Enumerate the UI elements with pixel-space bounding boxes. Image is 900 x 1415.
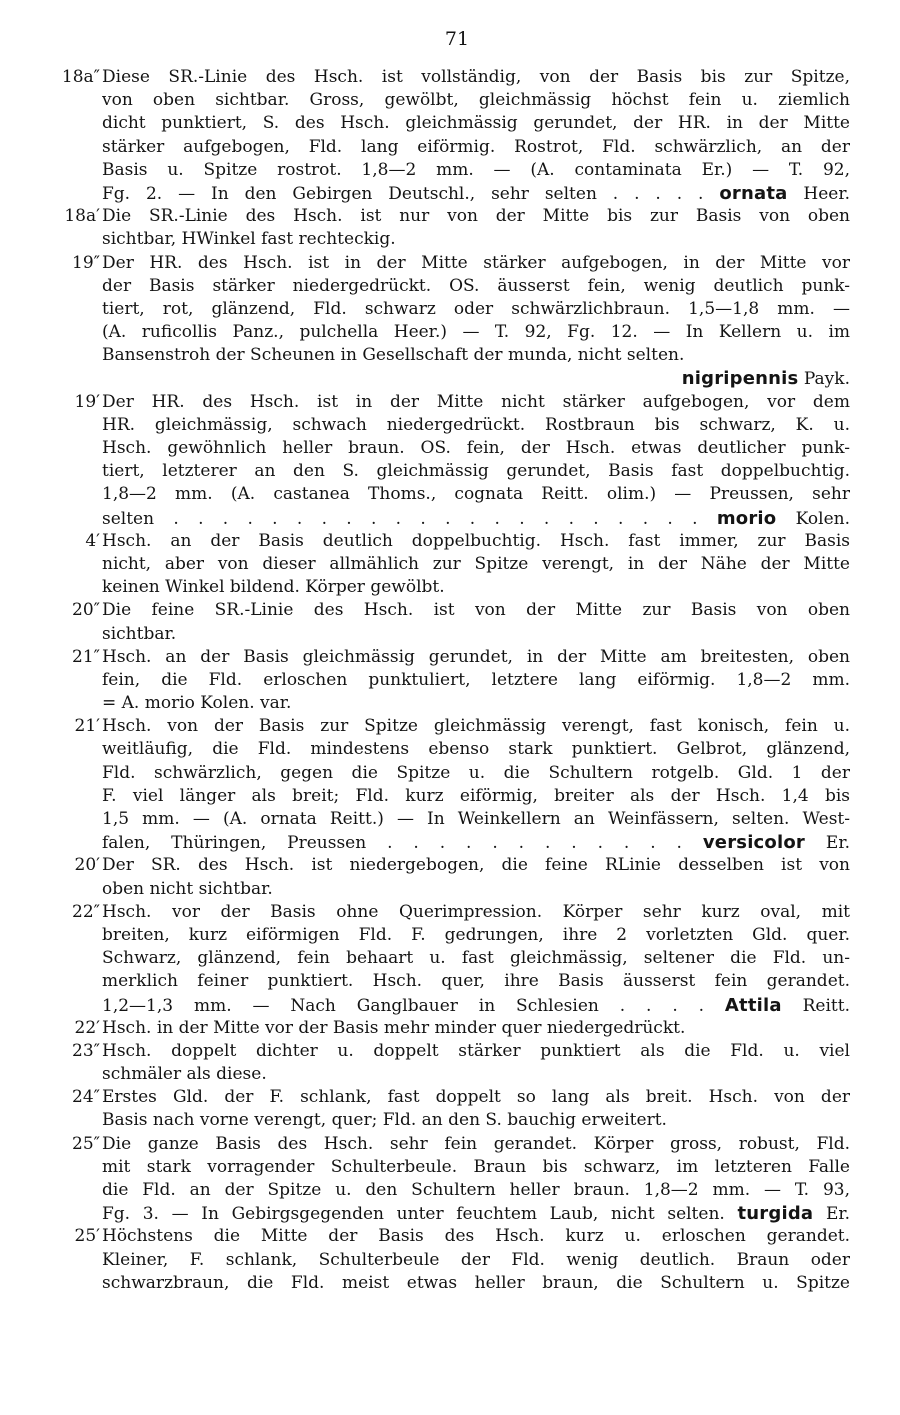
line-text: Der SR. des Hsch. ist niedergebogen, die feine RLinie desselben ist von xyxy=(102,855,850,876)
entry-number: 22″ xyxy=(72,901,100,922)
line-text: Fld. schwärzlich, gegen die Spitze u. die Schultern rotgelb. Gld. 1 der xyxy=(102,762,850,783)
entry-number: 25′ xyxy=(74,1226,100,1247)
key-entries xyxy=(50,66,850,1295)
text-line xyxy=(102,1040,850,1063)
key-entry xyxy=(50,854,850,900)
text-line xyxy=(102,344,850,367)
line-text: 1,8—2 mm. (A. castanea Thoms., cognata Reitt. olim.) — Preussen, sehr xyxy=(102,484,850,505)
text-line xyxy=(102,391,850,414)
species-name: nigripennis xyxy=(681,368,799,390)
line-text: tiert, rot, glänzend, Fld. schwarz oder schwärzlichbraun. 1,5—1,8 mm. — xyxy=(102,298,850,319)
page-number: 71 xyxy=(444,28,470,50)
line-text: Hsch. von der Basis zur Spitze gleichmässig verengt, fast konisch, fein u. xyxy=(102,716,850,737)
line-text: Die ganze Basis des Hsch. sehr fein gerandet. Körper gross, robust, Fld. xyxy=(102,1133,850,1154)
species-author: Reitt. xyxy=(781,995,850,1016)
text-line xyxy=(102,321,850,344)
line-text: oben nicht sichtbar. xyxy=(102,878,273,899)
text-line xyxy=(102,530,850,553)
text-line xyxy=(102,1179,850,1202)
species-author: Heer. xyxy=(787,183,850,204)
line-text: Diese SR.-Linie des Hsch. ist vollständig, von der Basis bis zur Spitze, xyxy=(102,67,850,87)
text-line xyxy=(102,1109,850,1132)
text-line xyxy=(102,878,850,901)
text-line xyxy=(102,599,850,622)
species-author: Er. xyxy=(805,833,850,854)
species-author: Payk. xyxy=(798,369,850,390)
species-author: Kolen. xyxy=(776,508,850,529)
text-line xyxy=(102,576,850,599)
entry-number: 18a′ xyxy=(64,206,100,227)
entry-number: 22′ xyxy=(74,1017,100,1038)
text-line xyxy=(102,66,850,89)
text-line xyxy=(102,924,850,947)
text-line xyxy=(102,646,850,669)
species-name: turgida xyxy=(737,1203,814,1225)
line-text: Basis nach vorne verengt, quer; Fld. an den S. bauchig erweitert. xyxy=(102,1110,667,1131)
text-line xyxy=(102,437,850,460)
line-text: schmäler als diese. xyxy=(102,1064,267,1085)
line-text: Der HR. des Hsch. ist in der Mitte stärker aufgebogen, in der Mitte vor xyxy=(102,252,850,273)
text-line xyxy=(102,1063,850,1086)
line-text: = A. morio Kolen. var. xyxy=(102,693,292,714)
key-entry xyxy=(50,1133,850,1226)
line-text: mit stark vorragender Schulterbeule. Braun bis schwarz, im letzteren Falle xyxy=(102,1156,850,1177)
line-text: (A. ruficollis Panz., pulchella Heer.) — T. 92, Fg. 12. — In Kellern u. im xyxy=(102,322,850,343)
text-line xyxy=(102,89,850,112)
text-line xyxy=(102,994,850,1017)
line-text: Höchstens die Mitte der Basis des Hsch. kurz u. erloschen gerandet. xyxy=(102,1226,850,1247)
key-entry xyxy=(50,66,850,205)
text-line xyxy=(102,483,850,506)
line-text: HR. gleichmässig, schwach niedergedrückt. Rostbraun bis schwarz, K. u. xyxy=(102,414,850,435)
entry-number: 20″ xyxy=(72,600,100,621)
text-line xyxy=(102,159,850,182)
text-line xyxy=(102,808,850,831)
line-text: Basis u. Spitze rostrot. 1,8—2 mm. — (A. contaminata Er.) — T. 92, xyxy=(102,159,850,180)
line-text: Fg. 3. — In Gebirgsgegenden unter feuchtem Laub, nicht selten. xyxy=(102,1204,725,1225)
line-text: breiten, kurz eiförmigen Fld. F. gedrungen, ihre 2 vorletzten Gld. quer. xyxy=(102,924,850,945)
key-entry xyxy=(50,901,850,1017)
text-line xyxy=(102,738,850,761)
text-line xyxy=(102,460,850,483)
text-line xyxy=(102,831,850,854)
entry-number: 19′ xyxy=(74,391,100,412)
text-line xyxy=(102,1202,850,1225)
entry-number: 4′ xyxy=(85,530,100,551)
line-text: Die feine SR.-Linie des Hsch. ist von der Mitte zur Basis von oben xyxy=(102,600,850,621)
line-text: schwarzbraun, die Fld. meist etwas heller braun, die Schultern u. Spitze xyxy=(102,1272,850,1293)
line-text: Kleiner, F. schlank, Schulterbeule der Fld. wenig deutlich. Braun oder xyxy=(102,1249,850,1270)
entry-number: 20′ xyxy=(74,855,100,876)
species-name: Attila xyxy=(724,994,782,1016)
line-text: Hsch. an der Basis gleichmässig gerundet, in der Mitte am breitesten, oben xyxy=(102,646,850,667)
line-text: Fg. 2. — In den Gebirgen Deutschl., sehr selten . . . . . xyxy=(102,183,704,204)
line-text: Hsch. vor der Basis ohne Querimpression. Körper sehr kurz oval, mit xyxy=(102,901,850,922)
text-line xyxy=(102,112,850,135)
key-entry xyxy=(50,1017,850,1040)
line-text: der Basis stärker niedergedrückt. OS. äusserst fein, wenig deutlich punk- xyxy=(102,275,850,296)
line-text: merklich feiner punktiert. Hsch. quer, ihre Basis äusserst fein gerandet. xyxy=(102,971,850,992)
text-line xyxy=(102,136,850,159)
entry-number: 18a″ xyxy=(61,67,100,87)
text-line xyxy=(102,1249,850,1272)
key-entry xyxy=(50,1225,850,1295)
line-text: stärker aufgebogen, Fld. lang eiförmig. Rostrot, Fld. schwärzlich, an der xyxy=(102,136,850,157)
line-text: Hsch. doppelt dichter u. doppelt stärker punktiert als die Fld. u. viel xyxy=(102,1040,850,1061)
text-line xyxy=(102,715,850,738)
line-text: sichtbar. xyxy=(102,623,177,644)
text-line xyxy=(102,762,850,785)
text-line xyxy=(102,901,850,924)
key-entry xyxy=(50,205,850,251)
entry-number: 23″ xyxy=(72,1040,100,1061)
line-text: Hsch. an der Basis deutlich doppelbuchtig. Hsch. fast immer, zur Basis xyxy=(102,530,850,551)
line-text: Hsch. in der Mitte vor der Basis mehr minder quer niedergedrückt. xyxy=(102,1017,686,1038)
line-text: Erstes Gld. der F. schlank, fast doppelt so lang als breit. Hsch. von der xyxy=(102,1087,850,1108)
key-entry xyxy=(50,391,850,530)
line-text: von oben sichtbar. Gross, gewölbt, gleichmässig höchst fein u. ziemlich xyxy=(102,90,850,111)
text-line xyxy=(102,414,850,437)
text-line xyxy=(102,507,850,530)
text-line xyxy=(102,367,850,390)
text-line xyxy=(102,1156,850,1179)
line-text: Der HR. des Hsch. ist in der Mitte nicht stärker aufgebogen, vor dem xyxy=(102,391,850,412)
line-text: Schwarz, glänzend, fein behaart u. fast gleichmässig, seltener die Fld. un- xyxy=(102,948,850,969)
line-text: sichtbar, HWinkel fast rechteckig. xyxy=(102,229,396,250)
key-entry xyxy=(50,1086,850,1132)
line-text: keinen Winkel bildend. Körper gewölbt. xyxy=(102,577,445,598)
text-line xyxy=(102,275,850,298)
line-text: Die SR.-Linie des Hsch. ist nur von der Mitte bis zur Basis von oben xyxy=(102,206,850,227)
entry-number: 25″ xyxy=(72,1133,100,1154)
entry-number: 19″ xyxy=(72,252,100,273)
line-text: F. viel länger als breit; Fld. kurz eiförmig, breiter als der Hsch. 1,4 bis xyxy=(102,785,850,806)
line-text: Bansenstroh der Scheunen in Gesellschaft der munda, nicht selten. xyxy=(102,345,685,366)
key-entry xyxy=(50,646,850,716)
text-line xyxy=(102,1272,850,1295)
key-entry xyxy=(50,252,850,391)
text-line xyxy=(102,1133,850,1156)
line-text: 1,5 mm. — (A. ornata Reitt.) — In Weinkellern an Weinfässern, selten. West- xyxy=(102,809,850,829)
text-line xyxy=(102,228,850,251)
key-entry xyxy=(50,530,850,600)
text-line xyxy=(102,623,850,646)
line-text: die Fld. an der Spitze u. den Schultern heller braun. 1,8—2 mm. — T. 93, xyxy=(102,1180,850,1200)
species-name: ornata xyxy=(719,182,788,204)
line-text: 1,2—1,3 mm. — Nach Ganglbauer in Schlesien . . . . xyxy=(102,995,705,1016)
line-text: Hsch. gewöhnlich heller braun. OS. fein, der Hsch. etwas deutlicher punk- xyxy=(102,438,850,458)
text-line xyxy=(102,1086,850,1109)
text-line xyxy=(102,785,850,808)
line-text: falen, Thüringen, Preussen . . . . . . . . . . . . xyxy=(102,833,682,854)
species-name: versicolor xyxy=(702,832,806,854)
text-line xyxy=(102,205,850,228)
line-text: selten . . . . . . . . . . . . . . . . . . . . . . xyxy=(102,508,698,529)
species-author: Er. xyxy=(813,1204,850,1225)
text-line xyxy=(102,1225,850,1248)
key-entry xyxy=(50,599,850,645)
text-line xyxy=(102,553,850,576)
line-text: nicht, aber von dieser allmählich zur Spitze verengt, in der Nähe der Mitte xyxy=(102,553,850,574)
text-line xyxy=(102,182,850,205)
entry-number: 21″ xyxy=(72,646,100,667)
line-text: dicht punktiert, S. des Hsch. gleichmässig gerundet, der HR. in der Mitte xyxy=(102,113,850,134)
entry-number: 24″ xyxy=(72,1087,100,1108)
key-entry xyxy=(50,715,850,854)
text-line xyxy=(102,298,850,321)
key-entry xyxy=(50,1040,850,1086)
text-line xyxy=(102,854,850,877)
text-line xyxy=(102,669,850,692)
text-line xyxy=(102,947,850,970)
text-line xyxy=(102,1017,850,1040)
text-line xyxy=(102,252,850,275)
species-name: morio xyxy=(716,507,777,529)
line-text: tiert, letzterer an den S. gleichmässig gerundet, Basis fast doppelbuchtig. xyxy=(102,461,850,482)
text-line xyxy=(102,692,850,715)
line-text: fein, die Fld. erloschen punktuliert, letztere lang eiförmig. 1,8—2 mm. xyxy=(102,669,850,690)
text-line xyxy=(102,970,850,993)
line-text: weitläufig, die Fld. mindestens ebenso stark punktiert. Gelbrot, glänzend, xyxy=(102,739,850,760)
entry-number: 21′ xyxy=(74,716,100,737)
